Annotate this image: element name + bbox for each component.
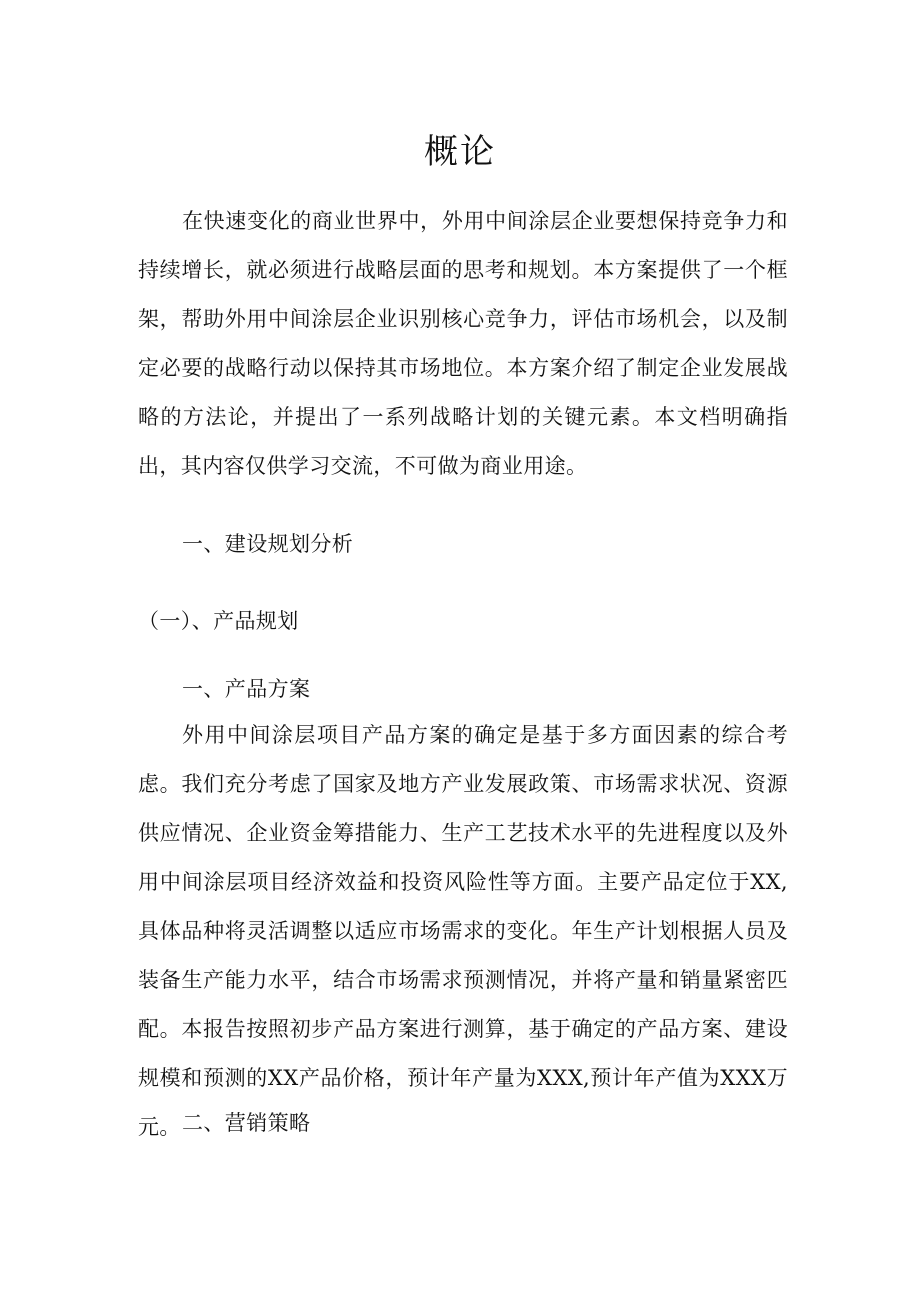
intro-text: 在快速变化的商业世界中，外用中间涂层企业要想保持竞争力和持续增长，就必须进行战略层面的思考和规划。本方案提供了一个框架，帮助外用中间涂层企业识别核心竞争力，评估市场机会，以及制定必要的战略行动以保持其市场地位。本方案介绍了制定企业发展战略的方法论，并提出了一系列战略计划的关键元素。本文档明确指出，其内容仅供学习交流，不可做为商业用途。 bbox=[138, 209, 788, 478]
item-heading-product-plan: 一、产品方案 bbox=[182, 677, 311, 701]
subsection-heading: （一）、产品规划 bbox=[138, 609, 299, 633]
item-heading-marketing: 二、营销策略 bbox=[182, 1111, 311, 1135]
page-title: 概论 bbox=[424, 132, 496, 172]
product-plan-paragraph bbox=[138, 711, 788, 1152]
product-plan-text: 外用中间涂层项目产品方案的确定是基于多方面因素的综合考虑。我们充分考虑了国家及地方产业发展政策、市场需求状况、资源供应情况、企业资金筹措能力、生产工艺技术水平的先进程度以及外用中间涂层项目经济效益和投资风险性等方面。主要产品定位于XX,具体品种将灵活调整以适应市场需求的变化。年生产计划根据人员及装备生产能力水平，结合市场需求预测情况，并将产量和销量紧密匹配。本报告按照初步产品方案进行测算，基于确定的产品方案、建设规模和预测的XX产品价格，预计年产量为XXX,预计年产值为XXX万元。 bbox=[138, 723, 788, 1139]
section-heading: 一、建设规划分析 bbox=[182, 532, 354, 556]
intro-paragraph bbox=[138, 197, 788, 491]
